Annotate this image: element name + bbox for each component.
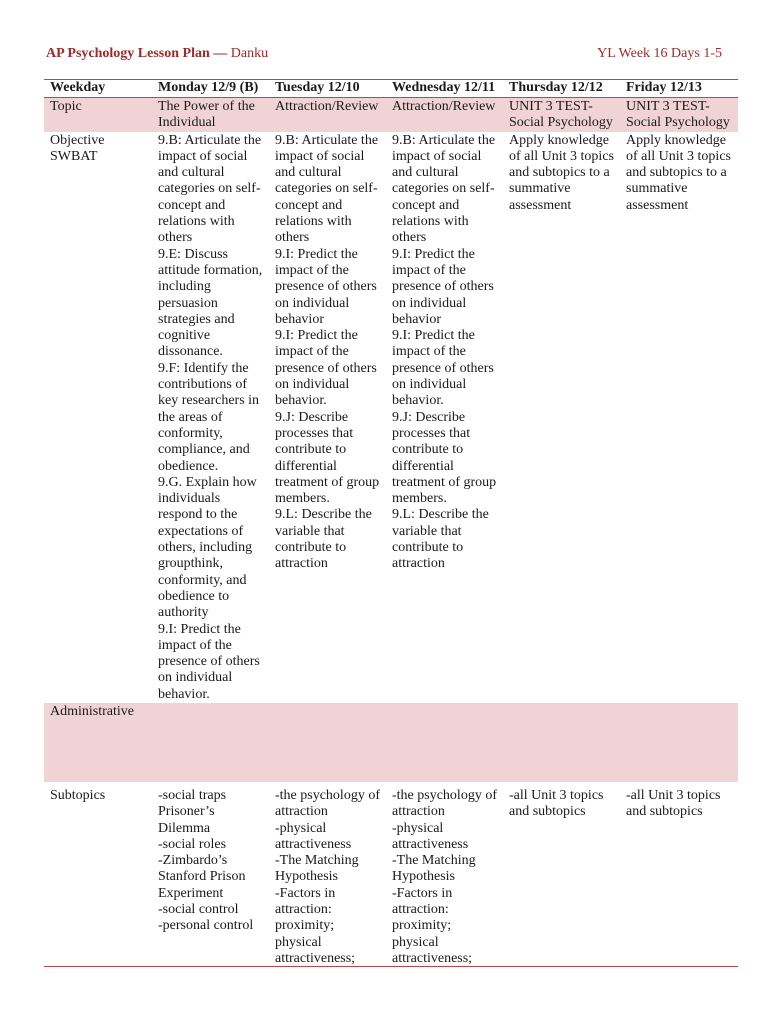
subtopics-row [44, 782, 738, 967]
subtopic-item: -Factors in attraction: proximity; physical attractiveness; [275, 885, 356, 966]
column-header-friday: Friday 12/13 [626, 80, 702, 95]
document-title: AP Psychology Lesson Plan — [46, 46, 228, 61]
objective-item: 9.L: Describe the variable that contribute to attraction [392, 507, 489, 572]
subtopics-cell-wednesday [386, 782, 503, 967]
objective-item: Apply knowledge of all Unit 3 topics and subtopics to a summative assessment [509, 132, 614, 213]
objective-item: 9.I: Predict the impact of the presence of others on individual behavior. [392, 328, 494, 409]
header-row [44, 79, 738, 98]
administrative-row [44, 703, 738, 782]
objective-cell-thursday [503, 132, 620, 703]
subtopics-cell-friday [620, 782, 738, 967]
objective-item: 9.J: Describe processes that contribute to differential treatment of group members. [392, 409, 497, 507]
objective-cell-tuesday [269, 132, 386, 703]
objective-item: Apply knowledge of all Unit 3 topics and subtopics to a summative assessment [626, 132, 731, 213]
column-header-weekday: Weekday [50, 80, 106, 95]
objective-item: 9.G. Explain how individuals respond to the expectations of others, including groupthink, conformity, and obedience to authority [158, 474, 257, 621]
week-label: YL Week 16 Days 1-5 [597, 46, 722, 61]
objective-item: 9.E: Discuss attitude formation, including persuasion strategies and cognitive dissonance. [158, 246, 263, 360]
subtopic-item: -Zimbardo’s Stanford Prison Experiment [158, 853, 246, 901]
column-header-monday: Monday 12/9 (B) [158, 80, 259, 95]
subtopic-item: Prisoner’s Dilemma [158, 804, 215, 836]
objective-item: 9.L: Describe the variable that contribute to attraction [275, 507, 372, 572]
objective-item: 9.I: Predict the impact of the presence of others on individual behavior [275, 246, 377, 327]
column-header-tuesday: Tuesday 12/10 [275, 80, 360, 95]
row-label-objective: Objective SWBAT [50, 132, 105, 164]
objective-item: 9.J: Describe processes that contribute to differential treatment of group members. [275, 409, 380, 507]
topic-cell-monday: The Power of the Individual [152, 98, 269, 132]
subtopic-item: -physical attractiveness [392, 820, 469, 852]
objective-cell-wednesday [386, 132, 503, 703]
column-header-thursday: Thursday 12/12 [509, 80, 603, 95]
administrative-cell-friday [620, 703, 738, 782]
topic-cell-tuesday: Attraction/Review [269, 98, 386, 132]
row-label-administrative: Administrative [44, 703, 152, 782]
subtopic-item: -The Matching Hypothesis [275, 853, 359, 885]
objective-item: 9.B: Articulate the impact of social and cultural categories on self-concept and relations with others [275, 132, 379, 246]
subtopic-item: -personal control [158, 918, 254, 934]
subtopic-item: -the psychology of attraction [392, 787, 497, 820]
objective-item: 9.I: Predict the impact of the presence of others on individual behavior. [275, 328, 377, 409]
subtopic-item: -physical attractiveness [275, 820, 352, 852]
subtopic-item: -social traps [158, 787, 227, 803]
objective-item: 9.I: Predict the impact of the presence of others on individual behavior. [158, 621, 260, 702]
column-header-wednesday: Wednesday 12/11 [392, 80, 496, 95]
objective-cell-friday [620, 132, 738, 703]
topic-cell-wednesday: Attraction/Review [386, 98, 503, 132]
administrative-cell-thursday [503, 703, 620, 782]
objective-item: 9.I: Predict the impact of the presence of others on individual behavior [392, 246, 494, 327]
objective-item: 9.B: Articulate the impact of social and cultural categories on self-concept and relations with others [392, 132, 496, 246]
topic-row [44, 98, 738, 132]
row-label-topic: Topic [44, 98, 152, 132]
administrative-cell-monday [152, 703, 269, 782]
subtopic-item: -all Unit 3 topics and subtopics [509, 787, 604, 820]
subtopic-item: -social control [158, 902, 239, 918]
subtopic-item: -the psychology of attraction [275, 787, 380, 820]
subtopic-item: -social roles [158, 836, 227, 852]
subtopic-item: -The Matching Hypothesis [392, 853, 476, 885]
topic-cell-thursday: UNIT 3 TEST- Social Psychology [503, 98, 620, 132]
document-header [46, 46, 722, 66]
administrative-cell-wednesday [386, 703, 503, 782]
author-name: Danku [227, 46, 269, 61]
subtopics-cell-tuesday [269, 782, 386, 967]
subtopic-item: -all Unit 3 topics and subtopics [626, 787, 721, 820]
objective-item: 9.B: Articulate the impact of social and cultural categories on self-concept and relations with others [158, 132, 262, 246]
subtopics-cell-thursday [503, 782, 620, 967]
subtopic-item: -Factors in attraction: proximity; physical attractiveness; [392, 885, 473, 966]
objective-row [44, 132, 738, 703]
topic-cell-friday: UNIT 3 TEST- Social Psychology [620, 98, 738, 132]
subtopics-cell-monday [152, 782, 269, 967]
administrative-cell-tuesday [269, 703, 386, 782]
lesson-plan-table [44, 79, 738, 967]
objective-item: 9.F: Identify the contributions of key researchers in the areas of conformity, compliance, and obedience. [158, 360, 260, 474]
objective-cell-monday [152, 132, 269, 703]
row-label-subtopics: Subtopics [50, 787, 106, 803]
